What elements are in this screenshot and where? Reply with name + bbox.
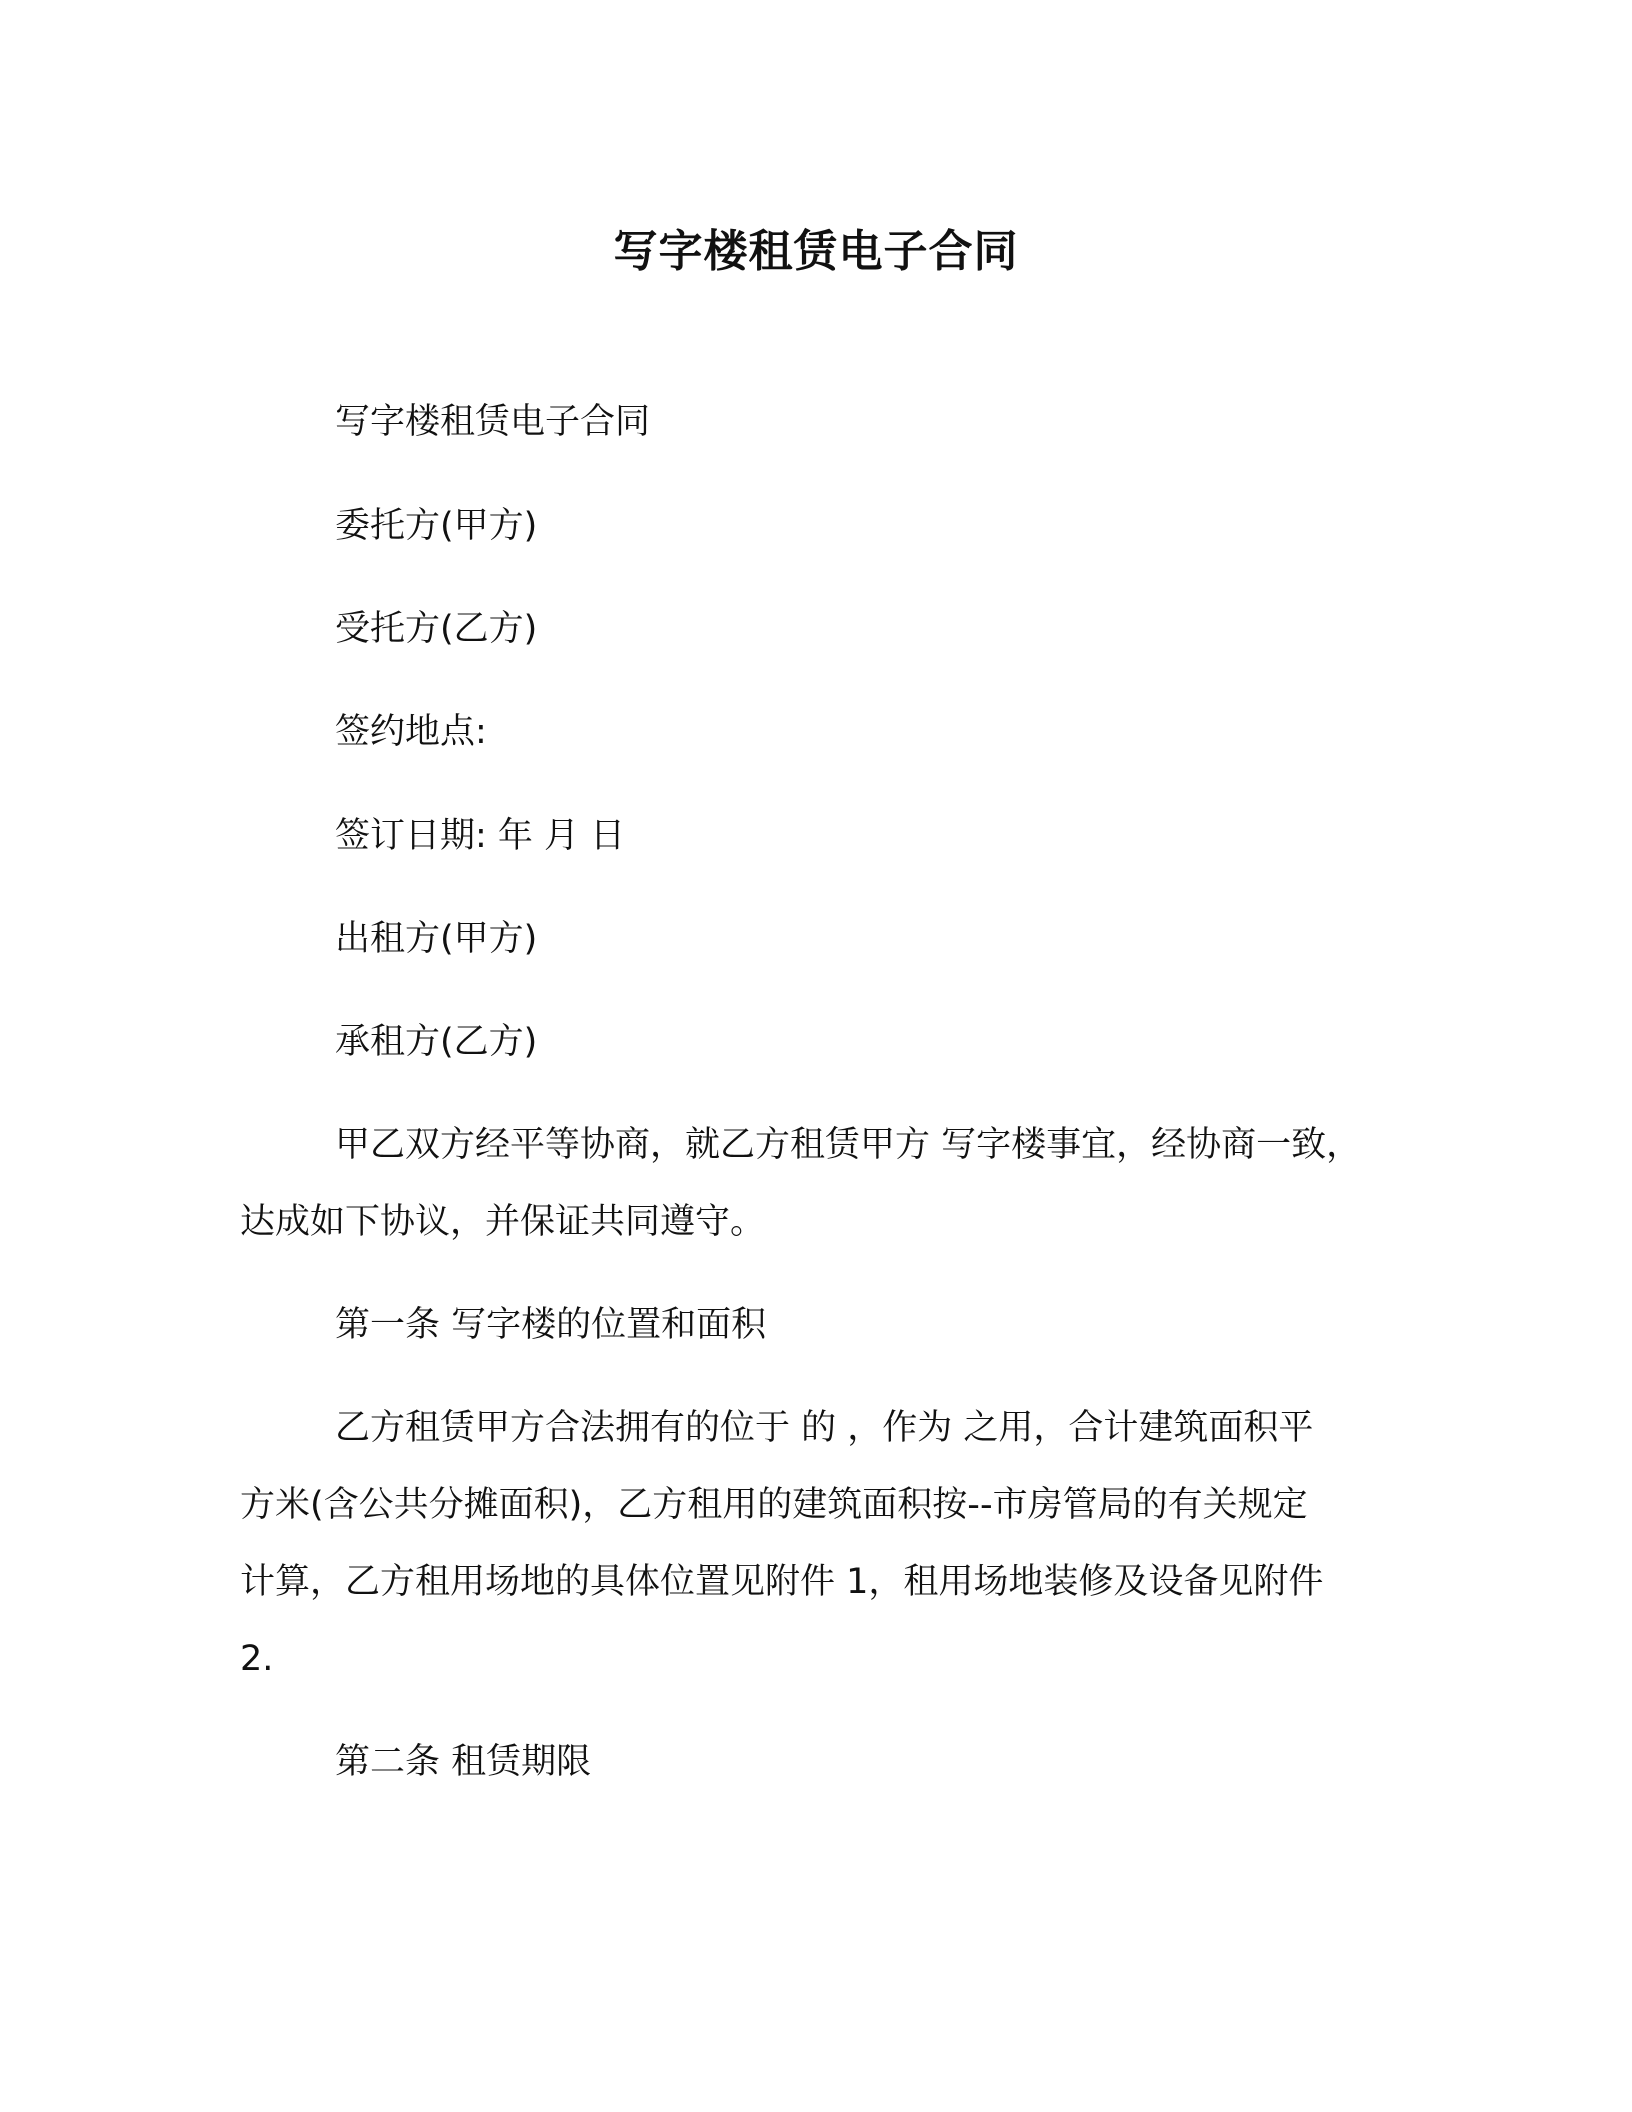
signing-date-line: 签订日期: 年 月 日 — [335, 816, 626, 856]
entrusting-party-line: 委托方(甲方) — [335, 506, 538, 546]
signing-place-line: 签约地点: — [335, 712, 487, 752]
article-1-line-2: 方米(含公共分摊面积)，乙方租用的建筑面积按--市房管局的有关规定 — [240, 1485, 1308, 1525]
intro-paragraph-line-2: 达成如下协议，并保证共同遵守。 — [240, 1202, 766, 1242]
lessee-line: 承租方(乙方) — [335, 1022, 538, 1062]
subtitle-line: 写字楼租赁电子合同 — [335, 402, 651, 442]
article-1-heading: 第一条 写字楼的位置和面积 — [335, 1305, 767, 1345]
article-1-line-4: 2. — [240, 1639, 274, 1679]
lessor-line: 出租方(甲方) — [335, 919, 538, 959]
article-1-line-3: 计算，乙方租用场地的具体位置见附件 1，租用场地装修及设备见附件 — [240, 1562, 1324, 1602]
intro-paragraph-line-1: 甲乙双方经平等协商，就乙方租赁甲方 写字楼事宜，经协商一致， — [335, 1125, 1362, 1165]
article-1-line-1: 乙方租赁甲方合法拥有的位于 的 ，作为 之用，合计建筑面积平 — [335, 1408, 1314, 1448]
entrusted-party-line: 受托方(乙方) — [335, 609, 538, 649]
document-title: 写字楼租赁电子合同 — [613, 226, 1019, 277]
article-2-heading: 第二条 租赁期限 — [335, 1742, 592, 1782]
